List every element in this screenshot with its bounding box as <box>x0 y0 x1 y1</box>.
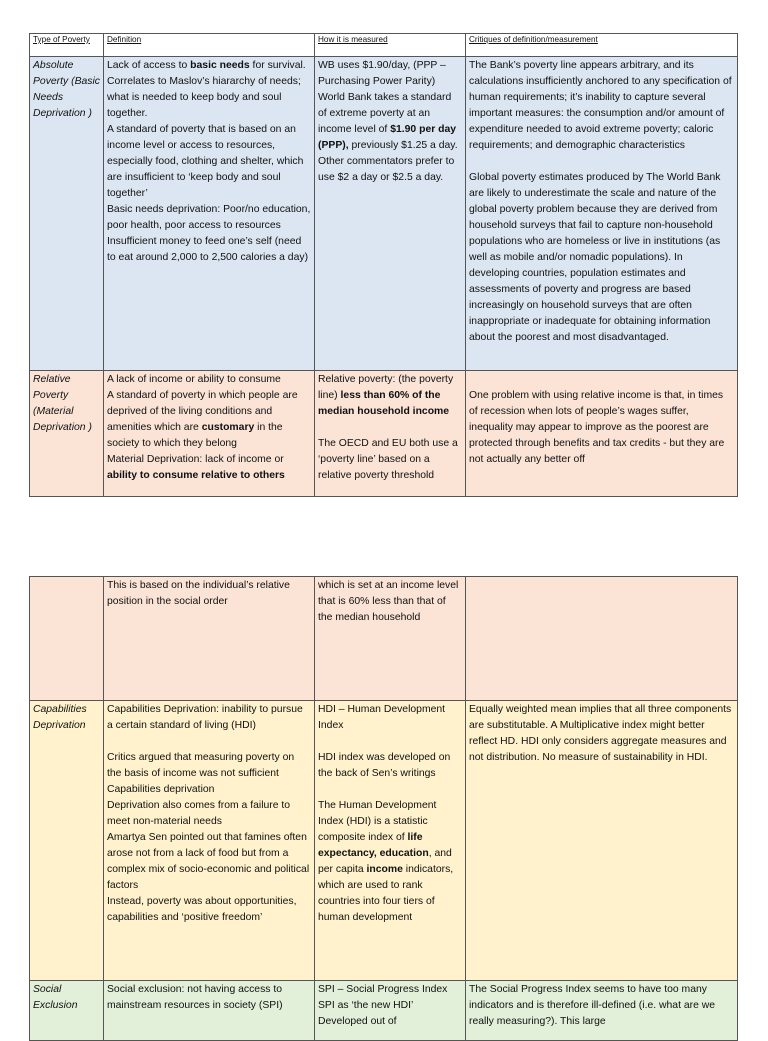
absolute-critiques: The Bank’s poverty line appears arbitrary, and its calculations insufficiently anchored to any specification of human requirements; it’s inability to capture several important measures: the consumption and/or amount of expenditure needed to avoid extreme poverty; caloric requirements; and demographic characteristics Global poverty estimates produced by The World Bank are likely to underestimate the scale and nature of the global poverty problem because they are derived from household surveys that fail to capture non-household populations who are homeless or live in institutions (as well as mobile and/or nomadic populations). In developing countries, population estimates and assessments of poverty and progress are based increasingly on household surveys that are often inappropriate or inadequate for obtaining information about the poorest and most disadvantaged. <box>466 57 738 371</box>
relative-critiques: One problem with using relative income is that, in times of recession when lots of people’s wages suffer, inequality may appear to improve as the poorest are protected through benefits and tax credits - but they are not actually any better off <box>466 371 738 497</box>
header-definition: Definition <box>104 34 315 57</box>
social-critiques: The Social Progress Index seems to have too many indicators and is therefore ill-defined (i.e. what are we really measuring?). This large <box>466 981 738 1041</box>
relative-continued-row <box>30 577 738 701</box>
header-row <box>30 34 738 57</box>
relative-type: Relative Poverty (Material Deprivation ) <box>30 371 104 497</box>
capabilities-type: Capabilities Deprivation <box>30 701 104 981</box>
relative-cont-definition: This is based on the individual’s relative position in the social order <box>104 577 315 701</box>
social-definition: Social exclusion: not having access to mainstream resources in society (SPI) <box>104 981 315 1041</box>
relative-cont-measurement: which is set at an income level that is 60% less than that of the median household <box>315 577 466 701</box>
absolute-definition: Lack of access to basic needs for survival. Correlates to Maslov’s hiararchy of needs; what is needed to keep body and soul together. A standard of poverty that is based on an income level or access to resources, especially food, clothing and shelter, which are insufficient to ‘keep body and soul together’ Basic needs deprivation: Poor/no education, poor health, poor access to resources Insufficient money to feed one’s self (need to eat around 2,000 to 2,500 calories a day) <box>104 57 315 371</box>
poverty-table-page2 <box>29 576 738 1041</box>
capabilities-measurement: HDI – Human Development Index HDI index was developed on the back of Sen’s writings The Human Development Index (HDI) is a statistic composite index of life expectancy, education, and per capita income indicators, which are used to rank countries into four tiers of human development <box>315 701 466 981</box>
relative-cont-critiques <box>466 577 738 701</box>
relative-definition: A lack of income or ability to consume A standard of poverty in which people are deprived of the living conditions and amenities which are customary in the society to which they belong Material Deprivation: lack of income or ability to consume relative to others <box>104 371 315 497</box>
header-type: Type of Poverty <box>30 34 104 57</box>
social-measurement: SPI – Social Progress Index SPI as ‘the new HDI’ Developed out of <box>315 981 466 1041</box>
capabilities-definition: Capabilities Deprivation: inability to pursue a certain standard of living (HDI) Critics argued that measuring poverty on the basis of income was not sufficient Capabilities deprivation Deprivation also comes from a failure to meet non-material needs Amartya Sen pointed out that famines often arose not from a lack of food but from a complex mix of socio-economic and political factors Instead, poverty was about opportunities, capabilities and ‘positive freedom’ <box>104 701 315 981</box>
absolute-type: Absolute Poverty (Basic Needs Deprivation ) <box>30 57 104 371</box>
capabilities-critiques: Equally weighted mean implies that all three components are substitutable. A Multiplicative index might better reflect HD. HDI only considers aggregate measures and not distribution. No measure of sustainability in HDI. <box>466 701 738 981</box>
poverty-table-page1 <box>29 33 738 497</box>
capabilities-row <box>30 701 738 981</box>
absolute-measurement: WB uses $1.90/day, (PPP – Purchasing Power Parity) World Bank takes a standard of extreme poverty at an income level of $1.90 per day (PPP), previously $1.25 a day. Other commentators prefer to use $2 a day or $2.5 a day. <box>315 57 466 371</box>
social-exclusion-row <box>30 981 738 1041</box>
social-type: Social Exclusion <box>30 981 104 1041</box>
relative-poverty-row <box>30 371 738 497</box>
relative-measurement: Relative poverty: (the poverty line) less than 60% of the median household income The OECD and EU both use a ‘poverty line’ based on a relative poverty threshold <box>315 371 466 497</box>
header-measured: How it is measured <box>315 34 466 57</box>
absolute-poverty-row <box>30 57 738 371</box>
relative-cont-type <box>30 577 104 701</box>
header-critiques: Critiques of definition/measurement <box>466 34 738 57</box>
